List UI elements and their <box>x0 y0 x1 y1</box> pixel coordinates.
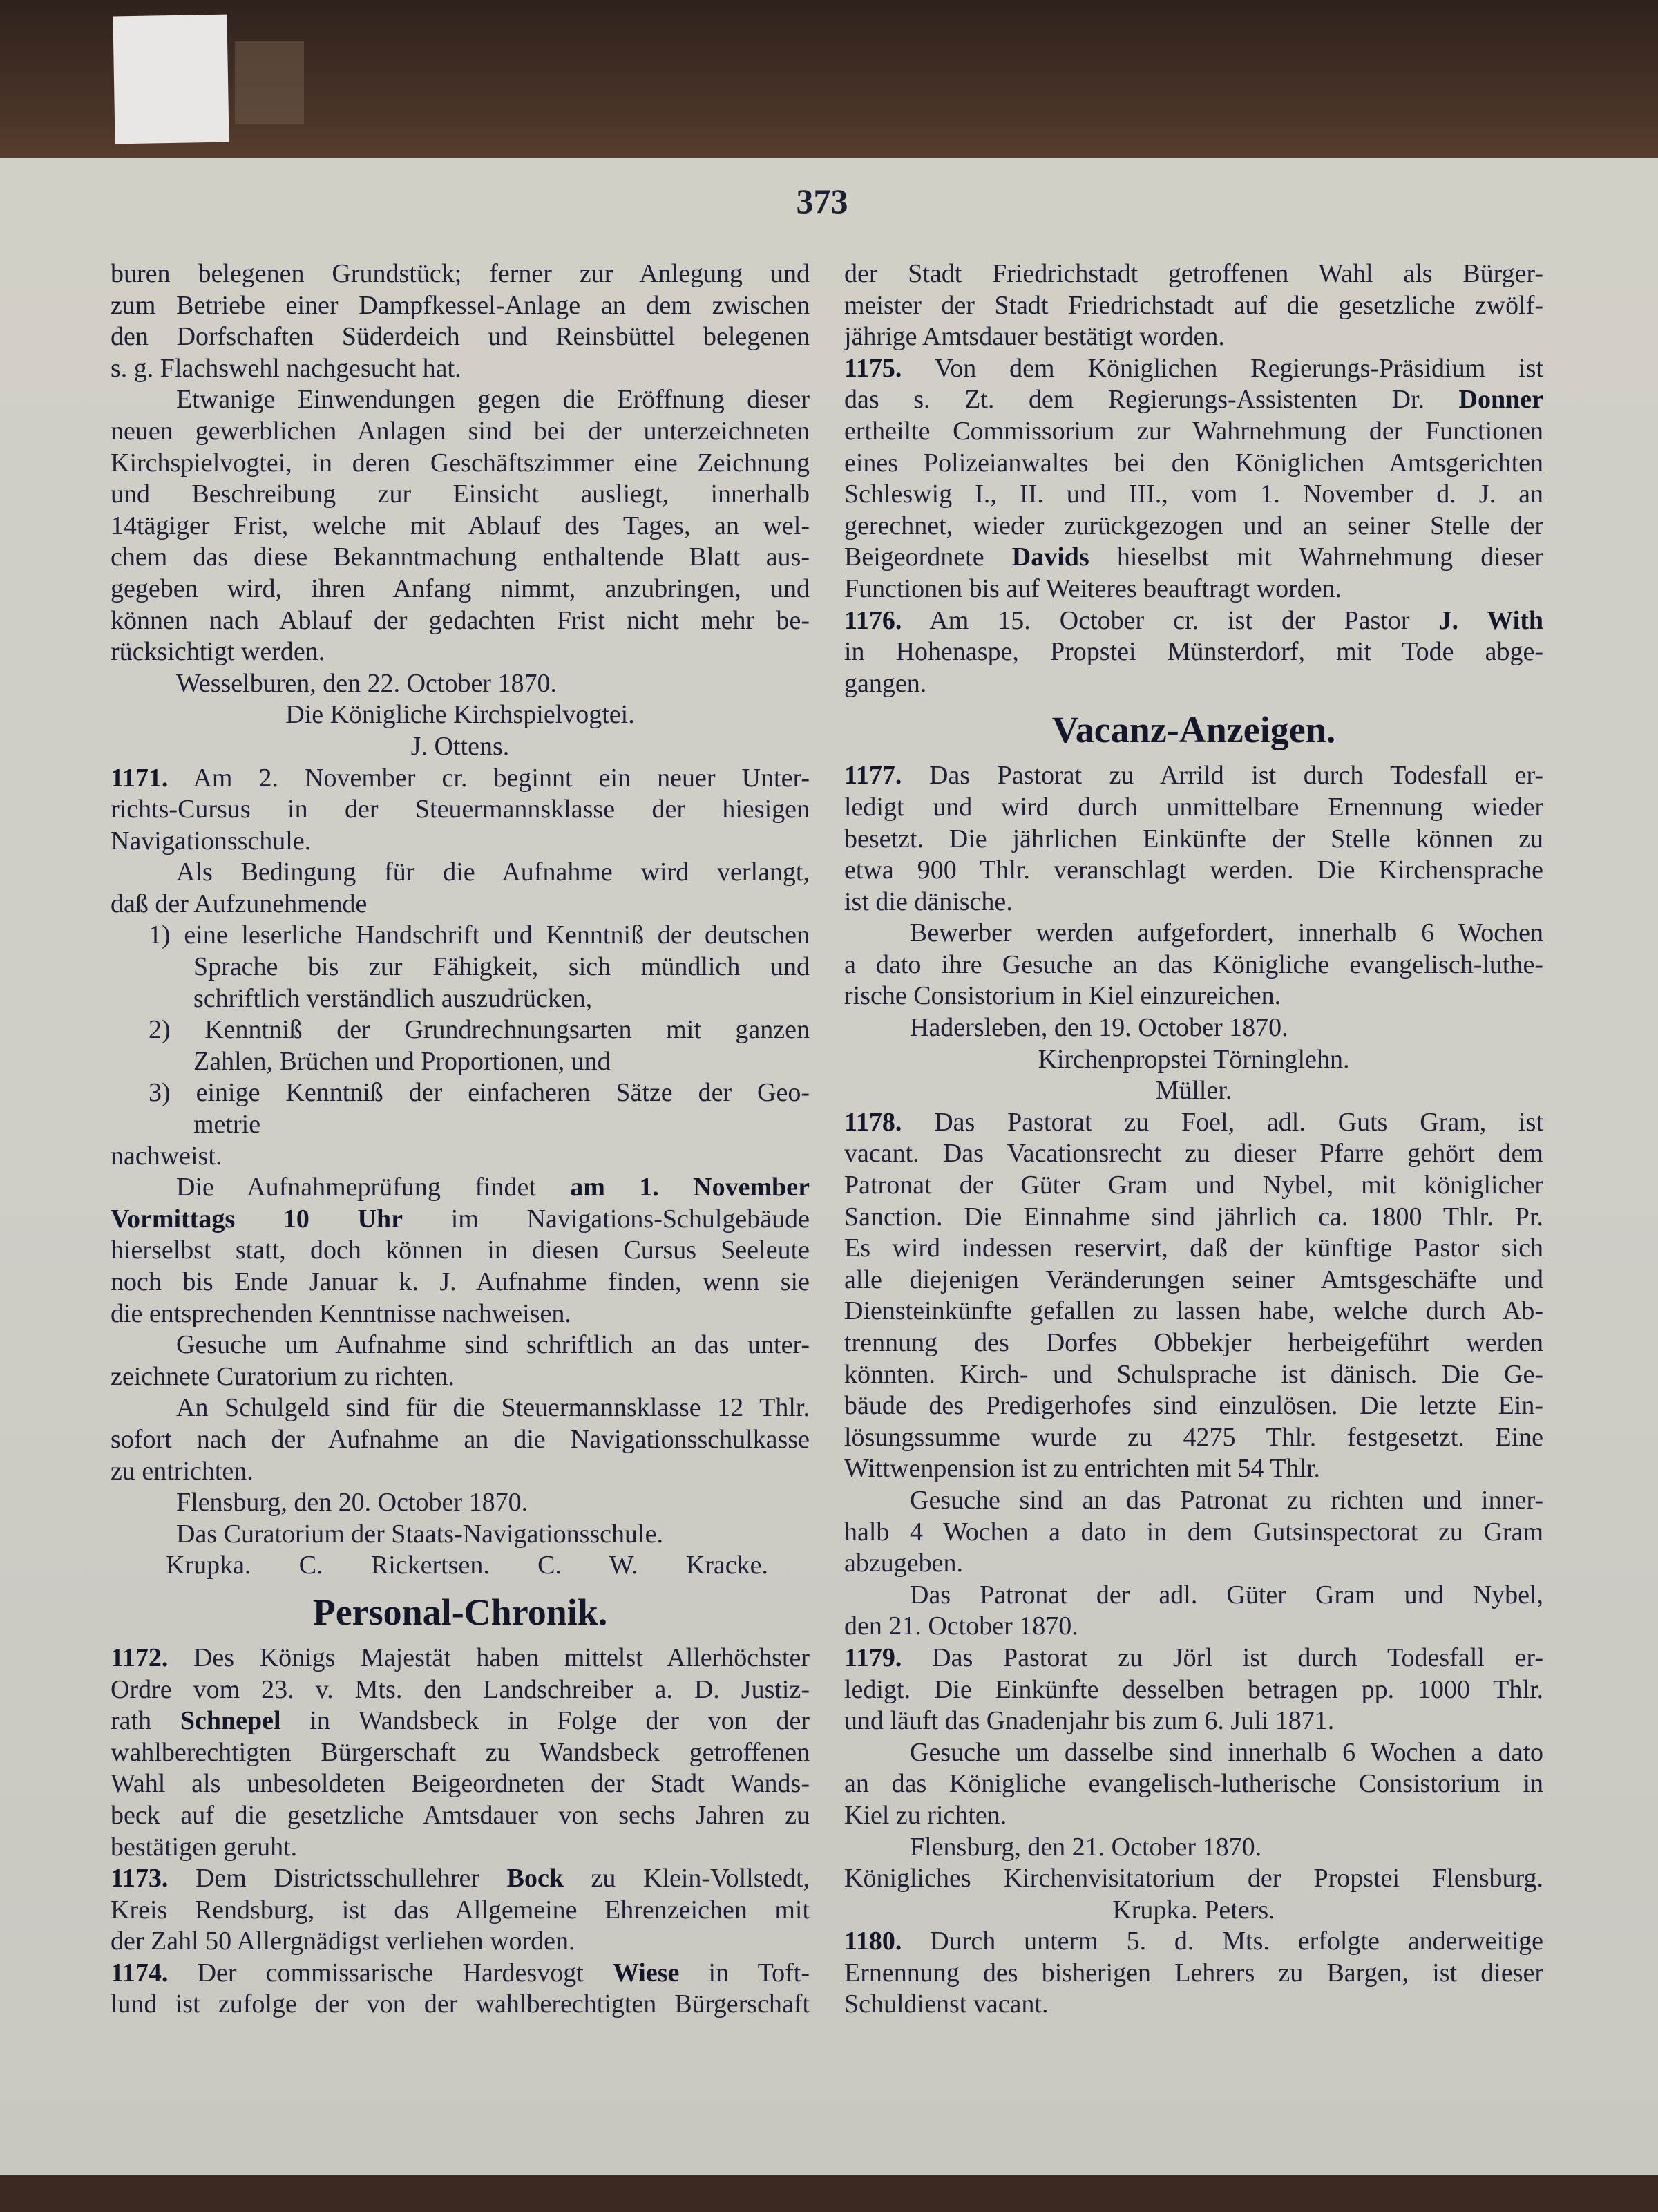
text-line: rische Consistorium in Kiel einzureichen. <box>844 981 1281 1011</box>
bold-text: Schnepel <box>180 1706 281 1736</box>
text-line: Kirchenpropstei Törninglehn. <box>1038 1044 1350 1074</box>
text-line: Beigeordnete Davids hieselbst mit Wahrnehmung dieser <box>844 542 1543 572</box>
text-line: jährige Amtsdauer bestätigt worden. <box>844 322 1225 352</box>
text-line: sofort nach der Aufnahme an die Navigationsschulkasse <box>111 1424 810 1454</box>
text-line: Kirchspielvogtei, in deren Geschäftszimmer eine Zeichnung <box>111 448 810 478</box>
text-line: Navigationsschule. <box>111 826 312 856</box>
text-line: bäude des Predigerhofes sind einzulösen. Die letzte Ein- <box>844 1391 1543 1421</box>
text-line: 1174. Der commissarische Hardesvogt Wiese in Toft- <box>111 1958 810 1987</box>
text-line: ist die dänische. <box>844 887 1013 916</box>
text-line: Krupka. Peters. <box>1112 1895 1275 1925</box>
bold-text: 1172. <box>111 1643 169 1672</box>
text-line: und läuft das Gnadenjahr bis zum 6. Juli 1871. <box>844 1706 1335 1736</box>
text-line: 14tägiger Frist, welche mit Ablauf des Tages, an wel- <box>111 511 810 540</box>
text-line: das s. Zt. dem Regierungs-Assistenten Dr. Donner <box>844 385 1543 415</box>
text-line: gangen. <box>844 668 927 698</box>
text-line: 1172. Des Königs Majestät haben mittelst Allerhöchster <box>111 1643 810 1672</box>
text-line: gerechnet, wieder zurückgezogen und an seiner Stelle der <box>844 511 1543 540</box>
text-line: neuen gewerblichen Anlagen sind bei der unterzeichneten <box>111 416 810 446</box>
text-line: Die Königliche Kirchspielvogtei. <box>285 700 635 730</box>
text-line: Flensburg, den 21. October 1870. <box>910 1832 1262 1862</box>
text-line: gegeben wird, ihren Anfang nimmt, anzubringen, und <box>111 574 810 603</box>
bold-text: Bock <box>506 1864 564 1893</box>
text-line: Schleswig I., II. und III., vom 1. November d. J. an <box>844 480 1543 509</box>
text-line: die entsprechenden Kenntnisse nachweisen. <box>111 1298 571 1328</box>
text-line: chem das diese Bekanntmachung enthaltende Blatt aus- <box>111 542 810 572</box>
text-line: a dato ihre Gesuche an das Königliche evangelisch-luthe- <box>844 949 1543 979</box>
text-line: hierselbst statt, doch können in diesen Cursus Seeleute <box>111 1236 810 1265</box>
text-line: beck auf die gesetzliche Amtsdauer von sechs Jahren zu <box>111 1800 810 1830</box>
shelf-mark <box>235 41 304 124</box>
text-line: Gesuche um Aufnahme sind schriftlich an das unter- <box>176 1330 810 1360</box>
bold-text: 1180. <box>844 1927 902 1956</box>
text-line: Das Curatorium der Staats-Navigationsschule. <box>176 1519 663 1549</box>
text-line: Schuldienst vacant. <box>844 1989 1049 2019</box>
text-line: Ernennung des bisherigen Lehrers zu Bargen, ist dieser <box>844 1958 1543 1987</box>
text-line: schriftlich verständlich auszudrücken, <box>193 983 593 1013</box>
text-line: Wittwenpension ist zu entrichten mit 54 Thlr. <box>844 1454 1321 1484</box>
text-line: den 21. October 1870. <box>844 1611 1078 1641</box>
text-line: richts-Cursus in der Steuermannsklasse der hiesigen <box>111 795 810 824</box>
text-line: den Dorfschaften Süderdeich und Reinsbüttel belegenen <box>111 322 810 352</box>
text-line: Das Patronat der adl. Güter Gram und Nybel, <box>910 1580 1543 1609</box>
text-line: Sanction. Die Einnahme sind jährlich ca. 1800 Thlr. Pr. <box>844 1202 1543 1231</box>
text-line: Es wird indessen reservirt, daß der künftige Pastor sich <box>844 1233 1543 1263</box>
text-line: s. g. Flachswehl nachgesucht hat. <box>111 353 461 383</box>
text-line: Zahlen, Brüchen und Proportionen, und <box>193 1046 611 1076</box>
text-line: rücksichtigt werden. <box>111 637 325 667</box>
text-line: rath Schnepel in Wandsbeck in Folge der von der <box>111 1706 810 1736</box>
text-line: noch bis Ende Januar k. J. Aufnahme finden, wenn sie <box>111 1267 810 1296</box>
text-line: an das Königliche evangelisch-lutherische Consistorium in <box>844 1769 1543 1799</box>
text-line: trennung des Dorfes Obbekjer herbeigeführt werden <box>844 1328 1543 1357</box>
text-line: 1177. Das Pastorat zu Arrild ist durch Todesfall er- <box>844 761 1543 791</box>
bold-text: 1173. <box>111 1864 169 1893</box>
text-line: An Schulgeld sind für die Steuermannsklasse 12 Thlr. <box>176 1393 810 1423</box>
text-line: könnten. Kirch- und Schulsprache ist dänisch. Die Ge- <box>844 1359 1543 1389</box>
text-line: 1179. Das Pastorat zu Jörl ist durch Todesfall er- <box>844 1643 1543 1672</box>
text-line: J. Ottens. <box>410 731 510 761</box>
text-line: 2) Kenntniß der Grundrechnungsarten mit ganzen <box>149 1015 810 1045</box>
bold-text: 1178. <box>844 1107 902 1137</box>
text-line: daß der Aufzunehmende <box>111 889 368 918</box>
text-line: Die Aufnahmeprüfung findet am 1. November <box>176 1173 810 1202</box>
text-line: Gesuche um dasselbe sind innerhalb 6 Wochen a dato <box>910 1737 1543 1767</box>
bold-text: Wiese <box>612 1958 680 1987</box>
text-line: meister der Stadt Friedrichstadt auf die gesetzliche zwölf- <box>844 290 1543 320</box>
text-line: 1175. Von dem Königlichen Regierungs-Präsidium ist <box>844 353 1543 383</box>
section-heading: Personal-Chronik. <box>312 1591 608 1633</box>
text-line: Flensburg, den 20. October 1870. <box>176 1488 528 1518</box>
text-line: Hadersleben, den 19. October 1870. <box>910 1013 1288 1043</box>
text-line: zum Betriebe einer Dampfkessel-Anlage an dem zwischen <box>111 290 810 320</box>
page-number: 373 <box>796 182 848 220</box>
right-column <box>844 258 1543 2021</box>
text-line: der Stadt Friedrichstadt getroffenen Wahl als Bürger- <box>844 259 1543 288</box>
text-line: Königliches Kirchenvisitatorium der Propstei Flensburg. <box>844 1864 1543 1893</box>
text-line: Functionen bis auf Weiteres beauftragt worden. <box>844 574 1342 603</box>
text-line: 1178. Das Pastorat zu Foel, adl. Guts Gram, ist <box>844 1107 1543 1137</box>
text-line: vacant. Das Vacationsrecht zu dieser Pfarre gehört dem <box>844 1139 1543 1169</box>
background-bottom <box>0 2175 1658 2212</box>
text-line: halb 4 Wochen a dato in dem Gutsinspectorat zu Gram <box>844 1517 1543 1547</box>
text-line: zeichnete Curatorium zu richten. <box>111 1361 455 1391</box>
text-line: Bewerber werden aufgefordert, innerhalb 6 Wochen <box>910 918 1543 948</box>
text-line: alle diejenigen Veränderungen seiner Amtsgeschäfte und <box>844 1265 1543 1294</box>
text-line: 3) einige Kenntniß der einfacheren Sätze der Geo- <box>149 1078 810 1108</box>
bold-text: am 1. November <box>570 1173 810 1202</box>
text-line: 1171. Am 2. November cr. beginnt ein neuer Unter- <box>111 763 810 793</box>
text-line: Als Bedingung für die Aufnahme wird verlangt, <box>176 858 810 887</box>
bold-text: 1174. <box>111 1958 169 1987</box>
text-line: Wahl als unbesoldeten Beigeordneten der Stadt Wands- <box>111 1769 810 1799</box>
text-line: Etwanige Einwendungen gegen die Eröffnung dieser <box>176 385 810 415</box>
text-line: buren belegenen Grundstück; ferner zur Anlegung und <box>111 259 810 288</box>
bold-text: J. With <box>1438 605 1543 635</box>
text-line: lund ist zufolge der von der wahlberechtigten Bürgerschaft <box>111 1989 810 2019</box>
section-heading: Vacanz-Anzeigen. <box>1051 709 1336 751</box>
text-line: nachweist. <box>111 1141 222 1171</box>
text-line: Ordre vom 23. v. Mts. den Landschreiber a. D. Justiz- <box>111 1674 810 1704</box>
text-line: Vormittags 10 Uhr im Navigations-Schulgebäude <box>111 1204 810 1233</box>
text-line: der Zahl 50 Allergnädigst verliehen worden. <box>111 1927 575 1956</box>
text-line: 1176. Am 15. October cr. ist der Pastor J. With <box>844 605 1543 635</box>
text-line: ledigt und wird durch unmittelbare Ernennung wieder <box>844 792 1543 822</box>
text-line: Kiel zu richten. <box>844 1800 1007 1830</box>
text-line: zu entrichten. <box>111 1456 254 1486</box>
text-line: wahlberechtigten Bürgerschaft zu Wandsbeck getroffenen <box>111 1737 810 1767</box>
text-line: Diensteinkünfte gefallen zu lassen habe, welche durch Ab- <box>844 1296 1543 1326</box>
text-line: besetzt. Die jährlichen Einkünfte der Stelle können zu <box>844 824 1543 853</box>
text-line: Wesselburen, den 22. October 1870. <box>176 668 557 698</box>
text-line: 1) eine leserliche Handschrift und Kenntniß der deutschen <box>149 920 810 950</box>
bold-text: 1177. <box>844 761 902 791</box>
bold-text: Donner <box>1458 385 1543 415</box>
text-line: Krupka. C. Rickertsen. C. W. Kracke. <box>166 1551 768 1580</box>
text-line: abzugeben. <box>844 1549 963 1578</box>
text-line: ledigt. Die Einkünfte desselben betragen pp. 1000 Thlr. <box>844 1674 1543 1704</box>
text-line: metrie <box>193 1110 261 1140</box>
text-line: und Beschreibung zur Einsicht ausliegt, innerhalb <box>111 480 810 509</box>
text-line: können nach Ablauf der gedachten Frist nicht mehr be- <box>111 605 810 635</box>
bold-text: 1176. <box>844 605 902 635</box>
bold-text: Davids <box>1011 542 1089 572</box>
text-line: etwa 900 Thlr. veranschlagt werden. Die Kirchensprache <box>844 856 1543 885</box>
text-line: 1173. Dem Districtsschullehrer Bock zu Klein-Vollstedt, <box>111 1864 810 1893</box>
text-line: in Hohenaspe, Propstei Münsterdorf, mit Tode abge- <box>844 637 1543 667</box>
text-line: eines Polizeianwaltes bei den Königlichen Amtsgerichten <box>844 448 1543 478</box>
text-line: lösungssumme wurde zu 4275 Thlr. festgesetzt. Eine <box>844 1422 1543 1452</box>
bold-text: Vormittags 10 Uhr <box>111 1204 403 1233</box>
text-line: bestätigen geruht. <box>111 1832 298 1862</box>
text-line: Müller. <box>1155 1076 1232 1106</box>
bold-text: 1179. <box>844 1643 902 1672</box>
text-line: Kreis Rendsburg, ist das Allgemeine Ehrenzeichen mit <box>111 1895 810 1925</box>
library-label <box>113 15 229 144</box>
left-column <box>111 258 810 2021</box>
bold-text: 1175. <box>844 353 902 383</box>
text-line: Sprache bis zur Fähigkeit, sich mündlich und <box>193 952 810 982</box>
text-line: Gesuche sind an das Patronat zu richten und inner- <box>910 1485 1543 1515</box>
text-line: 1180. Durch unterm 5. d. Mts. erfolgte anderweitige <box>844 1927 1543 1956</box>
text-line: Patronat der Güter Gram und Nybel, mit königlicher <box>844 1171 1543 1200</box>
text-line: ertheilte Commissorium zur Wahrnehmung der Functionen <box>844 416 1543 446</box>
bold-text: 1171. <box>111 763 169 793</box>
